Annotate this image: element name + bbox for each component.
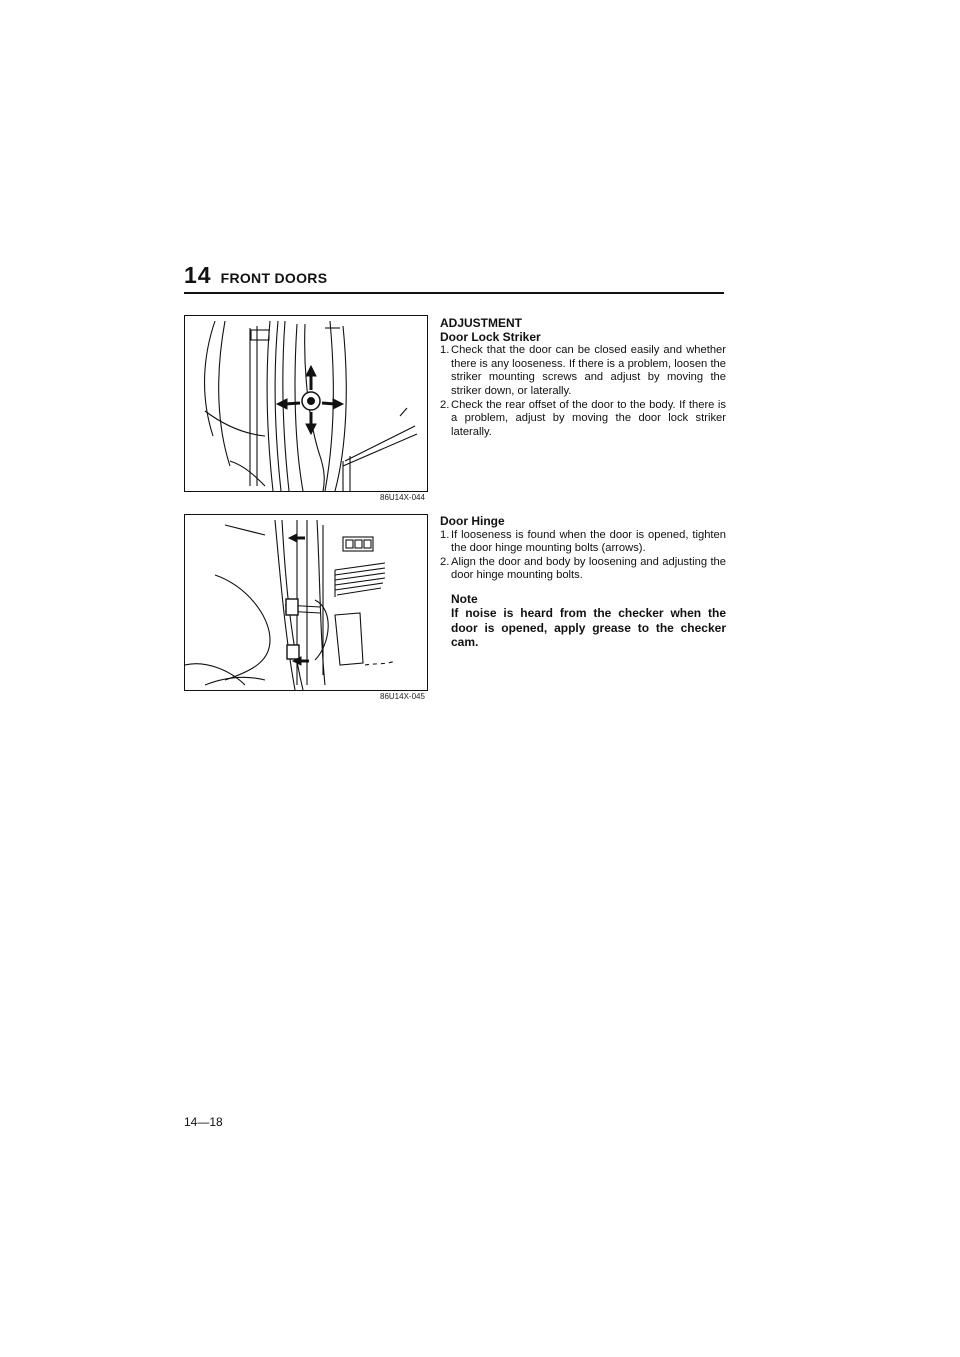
hinge-steps [440,529,726,583]
step-number: 1. [440,344,450,357]
header-rule [184,292,724,294]
section-title: FRONT DOORS [220,270,328,286]
striker-subheading: Door Lock Striker [440,329,541,344]
hinge-subheading: Door Hinge [440,514,505,528]
list-item [440,344,726,398]
adjustment-heading: ADJUSTMENT [440,316,523,330]
step-number: 2. [440,398,450,411]
step-text: Align the door and body by loosening and adjusting the door hinge mounting bolts. [451,555,726,582]
list-item [440,399,726,440]
striker-drawing [185,316,427,491]
note-label: Note [451,591,478,606]
step-number: 1. [440,528,450,541]
figure-code: 86U14X-045 [380,692,425,701]
note-text: If noise is heard from the checker when the door is opened, apply grease to the checker cam. [451,606,726,650]
figure-code: 86U14X-044 [380,493,425,502]
step-text: Check that the door can be closed easily and whether there is any looseness. If there is a problem, loosen the striker mounting screws and adjust by moving the striker down, or laterally. [451,344,726,397]
door-hinge-section [440,515,726,650]
page-header [184,262,327,289]
adjustment-section [440,317,726,439]
step-text: If looseness is found when the door is opened, tighten the door hinge mounting bolts (arrows). [451,528,726,555]
list-item [440,556,726,583]
striker-steps [440,344,726,439]
hinge-drawing [185,515,427,690]
section-number: 14 [184,262,212,288]
list-item [440,529,726,556]
hinge-illustration [184,514,428,691]
page-number: 14—18 [184,1115,223,1129]
striker-illustration [184,315,428,492]
step-number: 2. [440,555,450,568]
step-text: Check the rear offset of the door to the body. If there is a problem, adjust by moving the door lock striker laterally. [451,398,726,438]
note-box [440,592,726,650]
